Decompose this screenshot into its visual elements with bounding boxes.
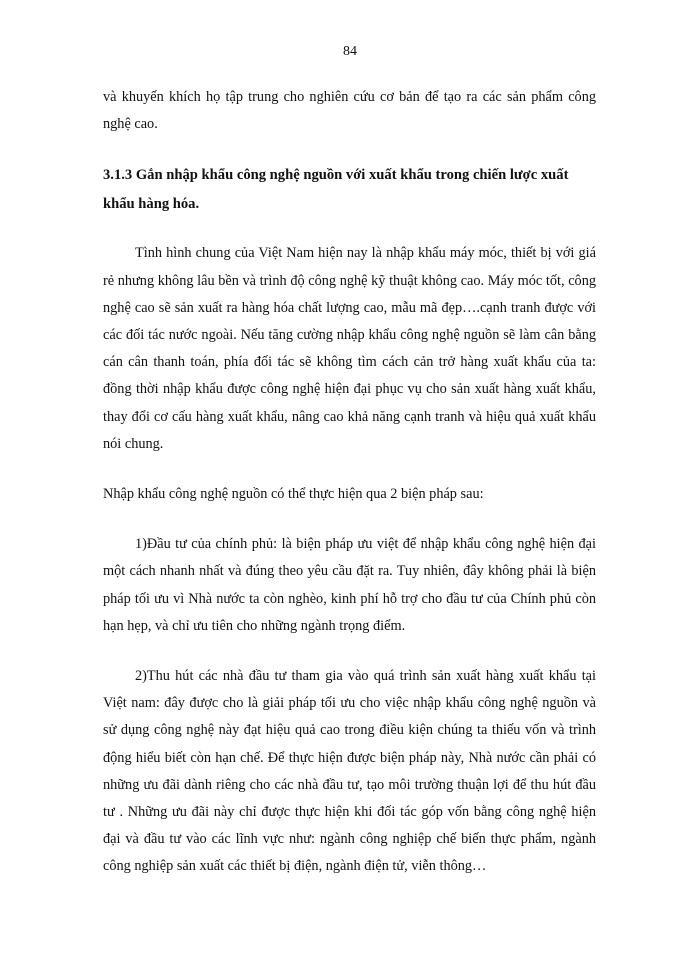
page-number: 84 — [343, 44, 357, 59]
page-body — [103, 84, 596, 881]
section-heading: 3.1.3 Gắn nhập khẩu công nghệ nguồn với xuất khẩu trong chiến lược xuất khẩu hàng hóa. — [103, 167, 569, 212]
paragraph-measures-intro: Nhập khẩu công nghệ nguồn có thể thực hiện qua 2 biện pháp sau: — [103, 486, 484, 503]
paragraph-situation: Tình hình chung của Việt Nam hiện nay là nhập khẩu máy móc, thiết bị với giá rẻ nhưng không lâu bền và trình độ công nghệ kỹ thuật không cao. Máy móc tốt, công nghệ cao sẽ sản xuất ra hàng hóa chất lượng cao, mẫu mã đẹp….cạnh tranh được với các đối tác nước ngoài. Nếu tăng cường nhập khẩu công nghệ nguồn sẽ làm cân bằng cán cân thanh toán, phía đối tác sẽ không tìm cách cản trở hàng xuất khẩu của ta: đồng thời nhập khẩu được công nghệ hiện đại phục vụ cho sản xuất hàng xuất khẩu, thay đổi cơ cấu hàng xuất khẩu, nâng cao khả năng cạnh tranh và hiệu quả xuất khẩu nói chung. — [103, 245, 596, 452]
continuation-paragraph: và khuyến khích họ tập trung cho nghiên cứu cơ bản để tạo ra các sản phẩm công nghệ cao. — [103, 89, 596, 133]
paragraph-measure-2: 2)Thu hút các nhà đầu tư tham gia vào quá trình sản xuất hàng xuất khẩu tại Việt nam: đây được cho là giải pháp tối ưu cho việc nhập khẩu công nghệ nguồn và sử dụng công nghệ này đạt hiệu quả cao trong điều kiện chúng ta thiếu vốn và trình động hiểu biết còn hạn chế. Để thực hiện được biện pháp này, Nhà nước cần phải có những ưu đãi dành riêng cho các nhà đầu tư, tạo môi trường thuận lợi để thu hút đầu tư . Những ưu đãi này chỉ được thực hiện khi đối tác góp vốn bằng công nghệ hiện đại và đầu tư vào các lĩnh vực như: ngành công nghiệp chế biến thực phẩm, ngành công nghiệp sản xuất các thiết bị điện, ngành điện tử, viễn thông… — [103, 668, 596, 875]
paragraph-measure-1: 1)Đầu tư của chính phủ: là biện pháp ưu việt để nhập khẩu công nghệ hiện đại một cách nhanh nhất và đúng theo yêu cầu đặt ra. Tuy nhiên, đây không phải là biện pháp tối ưu vì Nhà nước ta còn nghèo, kinh phí hỗ trợ cho đầu tư của Chính phủ còn hạn hẹp, và chỉ ưu tiên cho những ngành trọng điểm. — [103, 536, 596, 634]
